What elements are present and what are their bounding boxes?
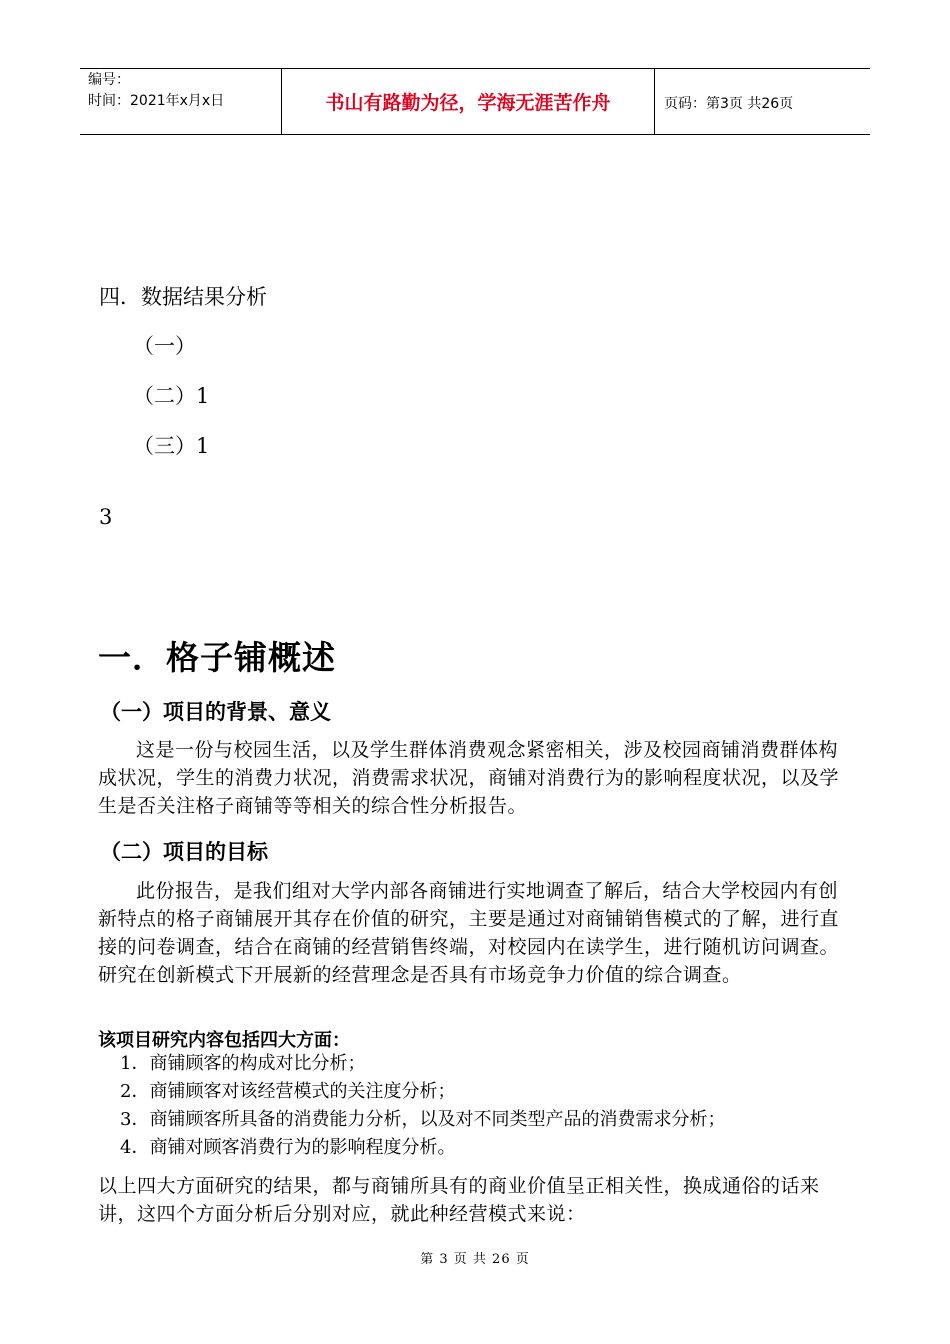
research-list xyxy=(120,1050,725,1162)
header-top-rule xyxy=(80,68,870,69)
toc-item: （二）1 xyxy=(133,384,210,408)
toc-section: 四．数据结果分析 xyxy=(99,285,267,309)
header-code-label: 编号： xyxy=(88,72,130,88)
conclusion-paragraph: 以上四大方面研究的结果，都与商铺所具有的商业价值呈正相关性，换成通俗的话来讲，这四个方面分析后分别对应，就此种经营模式来说： xyxy=(98,1175,820,1225)
section-heading-goal: （二）项目的目标 xyxy=(100,840,268,864)
list-item: 4．商铺对顾客消费行为的影响程度分析。 xyxy=(120,1137,456,1158)
header-bottom-rule xyxy=(80,134,870,135)
header-meta xyxy=(88,70,224,112)
header-divider-right xyxy=(654,68,655,135)
research-lead: 该项目研究内容包括四大方面： xyxy=(98,1030,350,1051)
section-paragraph-goal: 此份报告，是我们组对大学内部各商铺进行实地调查了解后，结合大学校园内有创新特点的格子商铺展开其存在价值的研究，主要是通过对商铺销售模式的了解，进行直接的问卷调查，结合在商铺的经营销售终端，对校园内在读学生，进行随机访问调查。研究在创新模式下开展新的经营理念是否具有市场竞争力价值的综合调查。 xyxy=(98,880,840,986)
toc-item: （一） xyxy=(133,334,196,358)
header-motto: 书山有路勤为径，学海无涯苦作舟 xyxy=(325,92,611,114)
toc-item: （三）1 xyxy=(133,434,210,458)
header-time-label: 时间：2021年x月x日 xyxy=(88,93,225,109)
page-footer: 第 3 页 共 26 页 xyxy=(420,1252,530,1267)
chapter-title: 一．格子铺概述 xyxy=(98,638,336,677)
list-item: 1．商铺顾客的构成对比分析； xyxy=(120,1053,366,1074)
list-item: 3．商铺顾客所具备的消费能力分析，以及对不同类型产品的消费需求分析； xyxy=(120,1109,726,1130)
section-heading-background: （一）项目的背景、意义 xyxy=(100,700,331,724)
list-item: 2．商铺顾客对该经营模式的关注度分析； xyxy=(120,1081,456,1102)
toc-page-number: 3 xyxy=(99,505,113,529)
header-page-info: 页码：第3页 共26页 xyxy=(664,96,794,112)
section-paragraph-background: 这是一份与校园生活，以及学生群体消费观念紧密相关，涉及校园商铺消费群体构成状况，学生的消费力状况，消费需求状况，商铺对消费行为的影响程度状况，以及学生是否关注格子商铺等等相关的综合性分析报告。 xyxy=(98,739,840,817)
